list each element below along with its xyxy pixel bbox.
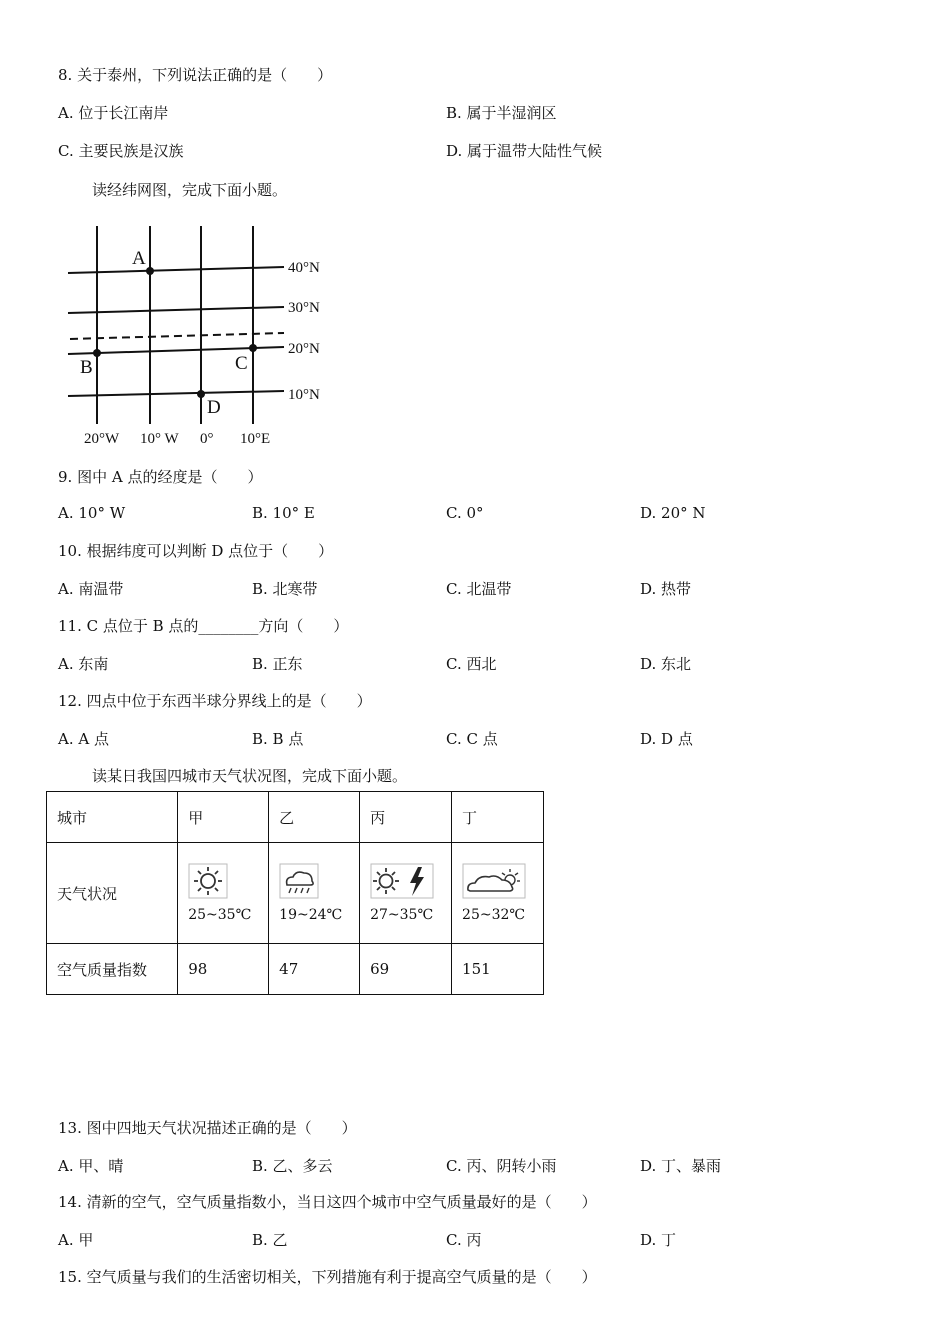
- question-9-option-b[interactable]: B. 10° E: [252, 504, 315, 522]
- lat-label-10n: 10°N: [288, 387, 320, 403]
- map-intro: 读经纬网图，完成下面小题。: [92, 181, 288, 199]
- question-11-option-b[interactable]: B. 正东: [252, 655, 303, 673]
- lat-label-20n: 20°N: [288, 341, 320, 357]
- lon-label-10e: 10°E: [240, 431, 271, 447]
- city-jia: 甲: [178, 792, 269, 843]
- temp-jia: 25~35℃: [188, 907, 252, 923]
- question-13-option-b[interactable]: B. 乙、多云: [252, 1157, 333, 1175]
- rain-cloud-icon: [279, 863, 319, 899]
- lat-long-grid-map: [60, 218, 340, 452]
- header-city-label: 城市: [47, 792, 178, 843]
- tropic-dashed-line: [70, 333, 284, 339]
- question-11-option-a[interactable]: A. 东南: [58, 655, 109, 673]
- question-15-stem: 15. 空气质量与我们的生活密切相关，下列措施有利于提高空气质量的是（ ）: [58, 1268, 597, 1286]
- point-d-label: D: [207, 397, 221, 418]
- question-13-option-d[interactable]: D. 丁、暴雨: [640, 1157, 722, 1175]
- point-c: [249, 344, 257, 352]
- aqi-jia: 98: [178, 944, 269, 995]
- temp-ding: 25~32℃: [462, 907, 526, 923]
- weather-cell-ding: [452, 843, 544, 944]
- point-a: [146, 267, 154, 275]
- aqi-yi: 47: [269, 944, 360, 995]
- question-14-option-b[interactable]: B. 乙: [252, 1231, 288, 1249]
- sun-lightning-icon: [370, 863, 434, 899]
- question-11-option-d[interactable]: D. 东北: [640, 655, 692, 673]
- question-14-stem: 14. 清新的空气，空气质量指数小，当日这四个城市中空气质量最好的是（ ）: [58, 1193, 597, 1211]
- weather-cell-bing: [360, 843, 452, 944]
- question-10-stem: 10. 根据纬度可以判断 D 点位于（ ）: [58, 542, 334, 560]
- point-b-label: B: [80, 357, 93, 378]
- temp-bing: 27~35℃: [370, 907, 434, 923]
- question-8-option-d[interactable]: D. 属于温带大陆性气候: [446, 142, 603, 160]
- question-8-option-c[interactable]: C. 主要民族是汉族: [58, 142, 184, 160]
- lon-label-10w: 10° W: [140, 431, 179, 447]
- point-d: [197, 390, 205, 398]
- weather-table: [46, 791, 544, 995]
- question-8-option-a[interactable]: A. 位于长江南岸: [58, 104, 169, 122]
- parallel-10n: [68, 391, 284, 396]
- question-12-option-b[interactable]: B. B 点: [252, 730, 304, 748]
- lon-label-0: 0°: [200, 431, 214, 447]
- question-8-option-b[interactable]: B. 属于半湿润区: [446, 104, 557, 122]
- question-13-option-c[interactable]: C. 丙、阴转小雨: [446, 1157, 557, 1175]
- lon-label-20w: 20°W: [84, 431, 120, 447]
- parallel-40n: [68, 267, 284, 273]
- question-13-option-a[interactable]: A. 甲、晴: [58, 1157, 124, 1175]
- cloud-sun-icon: [462, 863, 526, 899]
- row-weather-label: 天气状况: [47, 843, 178, 944]
- question-13-stem: 13. 图中四地天气状况描述正确的是（ ）: [58, 1119, 357, 1137]
- question-9-option-c[interactable]: C. 0°: [446, 504, 484, 522]
- aqi-ding: 151: [452, 944, 544, 995]
- city-ding: 丁: [452, 792, 544, 843]
- lat-label-40n: 40°N: [288, 260, 320, 276]
- question-9-option-a[interactable]: A. 10° W: [58, 504, 126, 522]
- question-12-stem: 12. 四点中位于东西半球分界线上的是（ ）: [58, 692, 372, 710]
- lat-label-30n: 30°N: [288, 300, 320, 316]
- row-aqi-label: 空气质量指数: [47, 944, 178, 995]
- question-8-stem: 8. 关于泰州，下列说法正确的是（ ）: [58, 66, 333, 84]
- parallel-30n: [68, 307, 284, 313]
- weather-cell-jia: [178, 843, 269, 944]
- temp-yi: 19~24℃: [279, 907, 343, 923]
- question-11-option-c[interactable]: C. 西北: [446, 655, 497, 673]
- question-11-stem: 11. C 点位于 B 点的________方向（ ）: [58, 617, 349, 635]
- question-12-option-a[interactable]: A. A 点: [58, 730, 109, 748]
- question-12-option-c[interactable]: C. C 点: [446, 730, 498, 748]
- question-9-option-d[interactable]: D. 20° N: [640, 504, 706, 522]
- question-10-option-d[interactable]: D. 热带: [640, 580, 692, 598]
- city-bing: 丙: [360, 792, 452, 843]
- point-b: [93, 349, 101, 357]
- question-10-option-b[interactable]: B. 北寒带: [252, 580, 318, 598]
- weather-cell-yi: [269, 843, 360, 944]
- weather-intro: 读某日我国四城市天气状况图，完成下面小题。: [92, 767, 408, 785]
- point-c-label: C: [235, 353, 248, 374]
- aqi-bing: 69: [360, 944, 452, 995]
- question-14-option-d[interactable]: D. 丁: [640, 1231, 677, 1249]
- sun-icon: [188, 863, 228, 899]
- question-10-option-c[interactable]: C. 北温带: [446, 580, 512, 598]
- question-12-option-d[interactable]: D. D 点: [640, 730, 693, 748]
- point-a-label: A: [132, 248, 146, 269]
- city-yi: 乙: [269, 792, 360, 843]
- question-14-option-a[interactable]: A. 甲: [58, 1231, 94, 1249]
- question-14-option-c[interactable]: C. 丙: [446, 1231, 482, 1249]
- question-9-stem: 9. 图中 A 点的经度是（ ）: [58, 468, 263, 486]
- question-10-option-a[interactable]: A. 南温带: [58, 580, 124, 598]
